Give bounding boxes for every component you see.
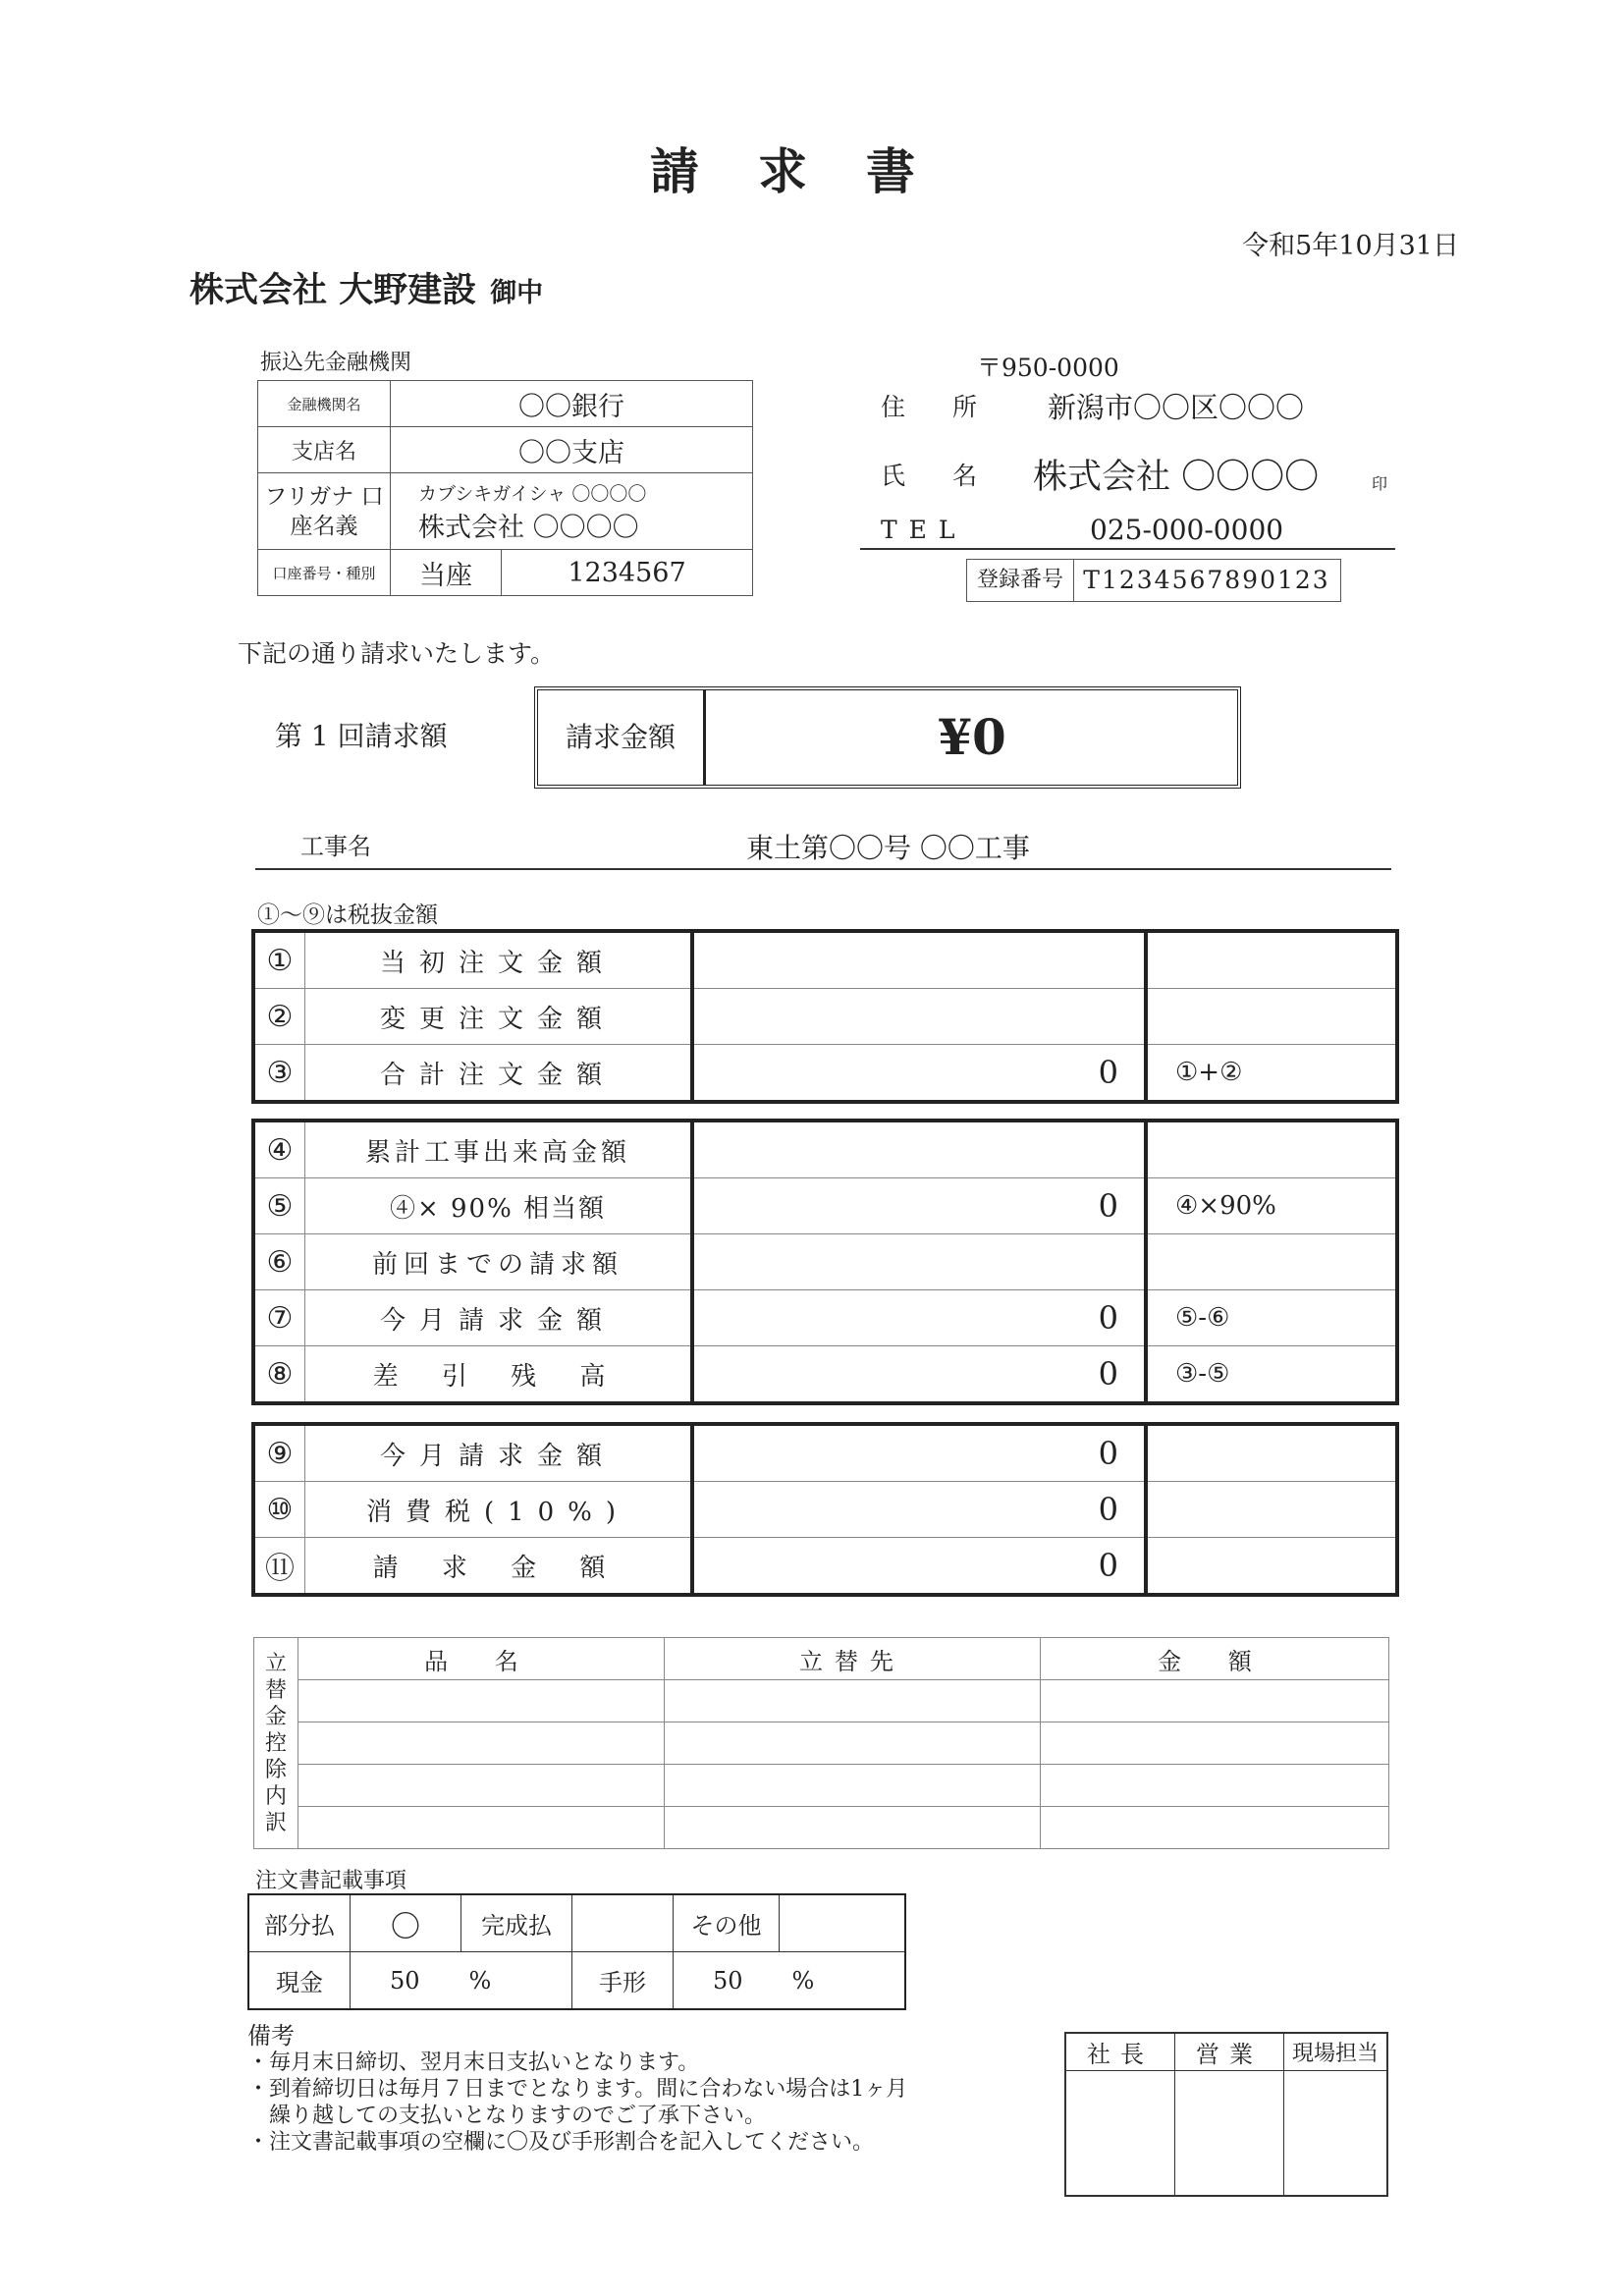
advance-cell: [1041, 1722, 1389, 1765]
seal-mark: 印: [1372, 474, 1388, 493]
partial-value: 〇: [351, 1894, 461, 1952]
issuer-postal: 〒950-0000: [977, 354, 1119, 382]
stamp-site-manager: 現場担当: [1284, 2033, 1388, 2071]
row-amount: [692, 1234, 1146, 1290]
advance-header-payee: 立替先: [665, 1638, 1041, 1680]
other-label: その他: [674, 1894, 780, 1952]
advance-row: [254, 1807, 1389, 1849]
partial-label: 部分払: [248, 1894, 351, 1952]
row-amount: 0: [692, 1426, 1146, 1482]
order-caption: 注文書記載事項: [255, 1869, 407, 1893]
row-amount: [692, 933, 1146, 989]
registration-label: 登録番号: [967, 560, 1074, 601]
bank-label: フリガナ 口座名義: [258, 473, 391, 550]
advance-cell: [1041, 1680, 1389, 1722]
bill-value: 50: [713, 1966, 743, 1995]
row-label: 変更注文金額: [305, 989, 693, 1045]
row-amount: [692, 989, 1146, 1045]
tel-label: TEL: [881, 516, 967, 544]
tax-note: ①～⑨は税抜金額: [257, 902, 438, 928]
row-number: ④: [255, 1122, 305, 1178]
advance-cell: [1041, 1807, 1389, 1849]
registration-box: [966, 559, 1341, 602]
row-label: 消費税(10%): [305, 1482, 693, 1538]
row-label: ④× 90% 相当額: [305, 1178, 693, 1234]
stamp-sales: 営業: [1175, 2033, 1284, 2071]
row-label: 合計注文金額: [305, 1045, 693, 1101]
stamp-header-row: [1065, 2033, 1387, 2071]
row-label: 請 求 金 額: [305, 1538, 693, 1594]
claim-amount: ¥0: [938, 708, 1006, 766]
row-amount: 0: [692, 1538, 1146, 1594]
bill-label: 手形: [572, 1952, 674, 2010]
project-label: 工事名: [300, 833, 371, 860]
row-note: [1146, 989, 1395, 1045]
bill-rate: [674, 1952, 906, 2010]
document-title: 請求書: [650, 142, 974, 200]
advance-row: [254, 1722, 1389, 1765]
claim-amount-box: [534, 686, 1241, 789]
row-label: 累計工事出来高金額: [305, 1122, 693, 1178]
amount-row: [255, 1346, 1395, 1402]
advance-cell: [1041, 1765, 1389, 1807]
row-number: ⑤: [255, 1178, 305, 1234]
amount-row: [255, 1045, 1395, 1101]
bank-value: 〇〇銀行: [391, 381, 753, 427]
row-number: ⑥: [255, 1234, 305, 1290]
order-table: [247, 1893, 906, 2010]
amount-row: [255, 1426, 1395, 1482]
row-number: ②: [255, 989, 305, 1045]
complete-value: [572, 1894, 674, 1952]
cash-unit: %: [468, 1966, 492, 1995]
bank-table: [257, 380, 753, 596]
remarks-line: ・到着締切日は毎月７日までとなります。間に合わない場合は1ヶ月: [247, 2077, 908, 2102]
advance-side-text: 立替金控除内訳: [264, 1651, 287, 1835]
cash-rate: [351, 1952, 572, 2010]
row-note: [1146, 1538, 1395, 1594]
row-note: ①+②: [1175, 1058, 1243, 1087]
stamp-box-row: [1065, 2071, 1387, 2197]
row-label: 前回までの請求額: [305, 1234, 693, 1290]
claim-label: 請求金額: [538, 690, 706, 785]
advance-table: [253, 1637, 1389, 1849]
row-note: [1146, 1234, 1395, 1290]
bank-row: [258, 473, 753, 550]
bank-caption: 振込先金融機関: [260, 351, 412, 375]
issue-date: 令和5年10月31日: [1242, 231, 1459, 261]
row-note: [1146, 933, 1395, 989]
row-note: [1146, 1482, 1395, 1538]
project-name: 東土第〇〇号 〇〇工事: [746, 832, 1030, 864]
bank-row: [258, 550, 753, 596]
order-row: [248, 1894, 905, 1952]
name-label: 氏 名: [881, 462, 997, 490]
account-number: 1234567: [502, 550, 753, 596]
row-number: ①: [255, 933, 305, 989]
cash-value: 50: [390, 1966, 420, 1995]
row-note: ⑤-⑥: [1146, 1290, 1395, 1346]
row-number: ⑦: [255, 1290, 305, 1346]
advance-header-item: 品 名: [298, 1638, 665, 1680]
stamp-president: 社長: [1065, 2033, 1175, 2071]
row-note: ④×90%: [1146, 1178, 1395, 1234]
order-row: [248, 1952, 905, 2010]
issuer-name: 株式会社 〇〇〇〇: [1033, 458, 1320, 497]
row-label: 今月請求金額: [305, 1290, 693, 1346]
complete-label: 完成払: [461, 1894, 572, 1952]
remarks: [247, 2023, 907, 2156]
amount-group-1: [251, 929, 1399, 1104]
issuer-address: 新潟市〇〇区〇〇〇: [1048, 391, 1305, 424]
amount-row: [255, 1234, 1395, 1290]
row-note: ③-⑤: [1175, 1359, 1230, 1389]
address-label: 住 所: [881, 393, 997, 421]
bill-unit: %: [791, 1966, 815, 1995]
client-suffix: 御中: [490, 278, 544, 308]
amount-row: [255, 1122, 1395, 1178]
amount-row: [255, 1482, 1395, 1538]
row-note: [1146, 1426, 1395, 1482]
row-number: ⑨: [255, 1426, 305, 1482]
row-note: [1146, 1122, 1395, 1178]
cash-label: 現金: [248, 1952, 351, 2010]
amount-row: [255, 1178, 1395, 1234]
bank-account-holder: [391, 473, 753, 550]
bank-label: 支店名: [258, 427, 391, 473]
registration-number: T1234567890123: [1083, 566, 1330, 594]
bank-value: 〇〇支店: [391, 427, 753, 473]
row-amount: 0: [692, 1482, 1146, 1538]
amount-group-2: [251, 1119, 1399, 1405]
row-number: ⑩: [255, 1482, 305, 1538]
advance-side-label: [254, 1638, 298, 1849]
stamp-box[interactable]: [1284, 2071, 1388, 2197]
row-label: 今月請求金額: [305, 1426, 693, 1482]
bank-row: [258, 381, 753, 427]
advance-cell: [298, 1765, 665, 1807]
bank-kana: カブシキガイシャ 〇〇〇〇: [418, 482, 647, 505]
row-amount: 0: [692, 1178, 1146, 1234]
advance-cell: [298, 1722, 665, 1765]
stamp-box[interactable]: [1065, 2071, 1175, 2197]
stamp-box[interactable]: [1175, 2071, 1284, 2197]
row-number: ⑪: [255, 1538, 305, 1594]
bank-value: 株式会社 〇〇〇〇: [418, 512, 639, 543]
row-amount: 0: [692, 1346, 1146, 1402]
advance-cell: [298, 1807, 665, 1849]
advance-row: [254, 1765, 1389, 1807]
project-underline: [255, 868, 1391, 870]
advance-row: [254, 1680, 1389, 1722]
amount-row: [255, 1290, 1395, 1346]
row-amount: 0: [692, 1290, 1146, 1346]
advance-cell: [665, 1722, 1041, 1765]
remarks-line: 繰り越しての支払いとなりますのでご了承下さい。: [247, 2104, 767, 2128]
row-number: ⑧: [255, 1346, 305, 1402]
advance-cell: [665, 1680, 1041, 1722]
amount-row: [255, 933, 1395, 989]
advance-header-amount: 金 額: [1041, 1638, 1389, 1680]
row-label: 差 引 残 高: [305, 1346, 693, 1402]
remarks-title: 備考: [247, 2022, 295, 2050]
advance-header-row: [254, 1638, 1389, 1680]
amount-group-3: [251, 1422, 1399, 1597]
advance-cell: [665, 1765, 1041, 1807]
issuer-underline: [860, 548, 1395, 550]
amount-row: [255, 989, 1395, 1045]
advance-cell: [298, 1680, 665, 1722]
bank-label: 金融機関名: [258, 381, 391, 427]
amount-row: [255, 1538, 1395, 1594]
approval-stamp-table: [1064, 2032, 1388, 2197]
issuer-tel: 025-000-0000: [1090, 514, 1284, 546]
remarks-line: ・毎月末日締切、翌月末日支払いとなります。: [247, 2050, 700, 2075]
client-company: 株式会社 大野建設: [189, 270, 477, 310]
bank-row: [258, 427, 753, 473]
row-number: ③: [255, 1045, 305, 1101]
row-amount: [692, 1122, 1146, 1178]
client-name: [189, 263, 543, 312]
account-type: 当座: [391, 550, 502, 596]
remarks-line: ・注文書記載事項の空欄に〇及び手形割合を記入してください。: [247, 2130, 875, 2155]
claim-round: 第 1 回請求額: [275, 720, 448, 752]
row-amount: 0: [692, 1045, 1146, 1101]
advance-cell: [665, 1807, 1041, 1849]
other-value: [780, 1894, 906, 1952]
row-label: 当初注文金額: [305, 933, 693, 989]
bank-label: 口座番号・種別: [258, 550, 391, 596]
intro-text: 下記の通り請求いたします。: [238, 639, 556, 668]
